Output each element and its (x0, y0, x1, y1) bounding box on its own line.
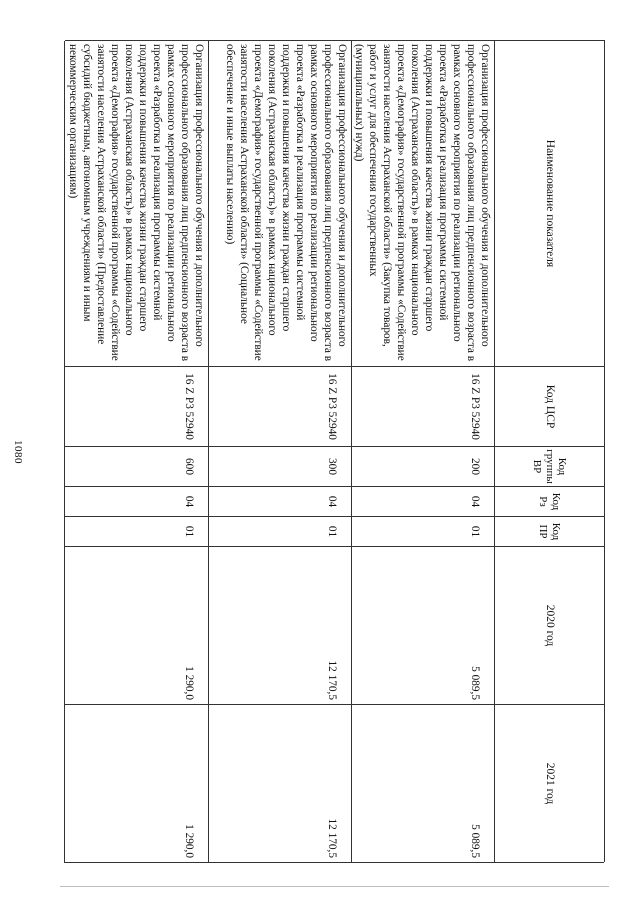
header-2020: 2020 год (494, 547, 604, 705)
header-pr: Код ПР (494, 517, 604, 547)
row-3-name: Организация профессионального обучения и дополнительного профессионального образования лиц предпенсионного возраста в рамках основного мероприятия по реализации регионального проекта «Разработка и реализация программы системной поддержки и повышения качества жизни граждан старшего поколения (Астраханская область)» в рамках национального проекта «Демография» государственной программы «Содействие занятости населения Астраханской области» (Предоставление субсидий бюджетным, автономным учреждениям и иным некоммерческим организациям) (64, 41, 208, 367)
row-1-vr: 200 (351, 447, 494, 487)
row-2-rz: 04 (208, 487, 351, 517)
budget-table (65, 40, 605, 862)
row-2-2020: 12 170,5 (208, 547, 351, 705)
row-1-pr: 01 (351, 517, 494, 547)
row-3-2021: 1 290,0 (64, 705, 208, 863)
header-csr: Код ЦСР (494, 367, 604, 447)
header-2021: 2021 год (494, 705, 604, 863)
row-2-2021: 12 170,5 (208, 705, 351, 863)
row-2-name: Организация профессионального обучения и дополнительного профессионального образования лиц предпенсионного возраста в рамках основного мероприятия по реализации регионального проекта «Разработка и реализация программы системной поддержки и повышения качества жизни граждан старшего поколения (Астраханская область)» в рамках национального проекта «Демография» государственной программы «Содействие занятости населения Астраханской области» (Социальное обеспечение и иные выплаты населению) (208, 41, 351, 367)
header-vr: Код группы ВР (494, 447, 604, 487)
row-3-2020: 1 290,0 (64, 547, 208, 705)
row-3-pr: 01 (64, 517, 208, 547)
row-1-rz: 04 (351, 487, 494, 517)
row-1-csr: 16 Z P3 52940 (351, 367, 494, 447)
row-2-vr: 300 (208, 447, 351, 487)
row-3-rz: 04 (64, 487, 208, 517)
row-3-vr: 600 (64, 447, 208, 487)
header-rz: Код Рз (494, 487, 604, 517)
row-2-pr: 01 (208, 517, 351, 547)
header-name: Наименование показателя (494, 41, 604, 367)
page-number: 1080 (12, 440, 24, 464)
scan-edge-line (60, 886, 609, 887)
row-1-name: Организация профессионального обучения и дополнительного профессионального образования лиц предпенсионного возраста в рамках основного мероприятия по реализации регионального проекта «Разработка и реализация программы системной поддержки и повышения качества жизни граждан старшего поколения (Астраханская область)» в рамках национального проекта «Демография» государственной программы «Содействие занятости населения Астраханской области» (Закупка товаров, работ и услуг для обеспечения государственных (муниципальных) нужд) (351, 41, 494, 367)
row-1-2020: 5 089,5 (351, 547, 494, 705)
row-3-csr: 16 Z P3 52940 (64, 367, 208, 447)
row-2-csr: 16 Z P3 52940 (208, 367, 351, 447)
row-1-2021: 5 089,5 (351, 705, 494, 863)
